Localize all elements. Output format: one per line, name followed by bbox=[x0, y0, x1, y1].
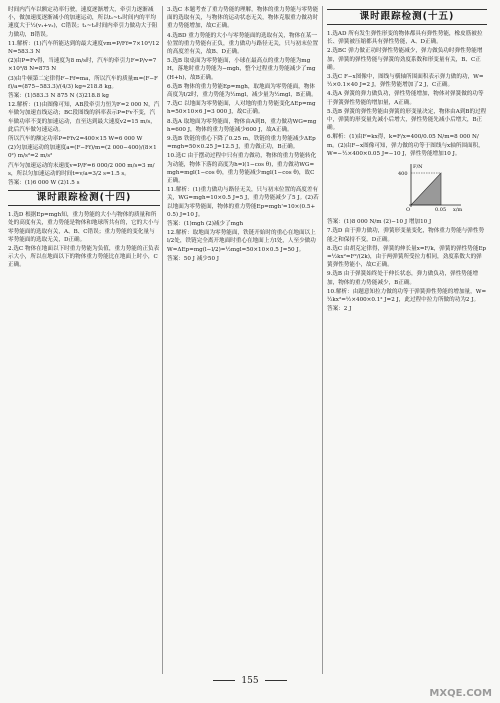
answer-paragraph: 10.解析：由题意知拉力做的功等于弹簧弹性势能的增加量，W=½kx²=½×400×0.1² J=2 J，此过程中拉力所做的功为2 J。 bbox=[327, 288, 487, 304]
column-right bbox=[327, 6, 487, 668]
answer-paragraph: 4.选BD 重力势能的大小与零势能面的选取有关，物体在某一位置的重力势能有正负，重力做功与路径无关，只与初末位置的高度差有关，故B、D正确。 bbox=[167, 32, 319, 56]
y-tick-label: 400 bbox=[398, 171, 408, 178]
answer-paragraph: (2)匀加速运动的加速度a=(F−Ff)/m=(2 000−400)/(8×10²) m/s²=2 m/s² bbox=[8, 145, 157, 160]
work-area bbox=[411, 173, 441, 205]
watermark: MXQE.COM bbox=[429, 688, 492, 699]
column-divider bbox=[322, 6, 323, 674]
answer-paragraph: 答案：50 J 减少50 J bbox=[167, 255, 220, 262]
answer-paragraph: 7.选C 以地面为零势能面，人对地的重力势能变化ΔEp=mgh=50×10×6 J=3 000 J，故C正确。 bbox=[167, 101, 316, 116]
answer-paragraph: 8.选A 取地面为零势能面，物体由A到B，重力做功WG=mgh=600 J，物体的重力势能减少600 J，故A正确。 bbox=[167, 118, 317, 133]
answer-paragraph: 汽车匀加速运动的末速度v=P/F=6 000/2 000 m/s=3 m/s，所以匀加速运动的时间t=v/a=3/2 s=1.5 s。 bbox=[8, 162, 155, 177]
answer-paragraph: (2)由P=Fv得，当速度为8 m/s时，汽车的牵引力F=P/v=7×10³/8 N=875 N bbox=[8, 58, 157, 73]
section-title: 课时跟踪检测(十四) bbox=[8, 190, 160, 206]
x-tick-label: 0.05 bbox=[435, 207, 447, 214]
answer-paragraph: 答案：2 J bbox=[327, 306, 352, 313]
answer-paragraph: 2.选BC 弹力做正功时弹性势能减少，弹力做负功时弹性势能增加，弹簧的弹性势能与弹簧的劲度系数和形变量有关，B、C正确。 bbox=[327, 48, 483, 71]
answer-paragraph: 11.解析：(1)重力做功与路径无关，只与初末位置的高度差有关，WG=mgh=10×0.5 J=5 J，重力势能减少了5 J。(2)若以地面为零势能面，物体的重力势能Ep=mgh'=10×(0.5+0.5) J=10 J。 bbox=[167, 187, 319, 218]
answer-paragraph: 4.选A 弹簧的弹力做负功，弹性势能增加，物体对弹簧做的功等于弹簧弹性势能的增加量，A正确。 bbox=[327, 91, 484, 106]
column-divider bbox=[162, 6, 163, 674]
answer-paragraph: 12.解析：取地面为零势能面，铁链开始时的重心在地面以上l/2处，铁链完全离开地面时重心在地面上方l处，人至少做功W=ΔEp=mg(l−l/2)=½mgl=50×10×0.5 J=50 J。 bbox=[167, 230, 316, 253]
force-displacement-graph bbox=[397, 161, 467, 213]
answer-paragraph: 2.选C 物体在地面以下时重力势能为负值，重力势能的正负表示大小，所以在地面以下的物体重力势能比在地面上时小，C正确。 bbox=[8, 246, 160, 269]
answer-paragraph: 答案：(1)8 000 N/m (2)−10 J 增加10 J bbox=[327, 219, 432, 226]
answer-paragraph: 所以汽车的额定功率P=Ffv2=400×15 W=6 000 W bbox=[8, 136, 143, 143]
column-middle bbox=[167, 6, 319, 668]
section-title: 课时跟踪检测(十五) bbox=[327, 9, 487, 25]
answer-paragraph: 11.解析：(1)汽车所能达到的最大速度vm=P/Ff=7×10³/12 N=583.3 N bbox=[8, 40, 160, 56]
answer-paragraph: 答案：(1)mgh (2)减少了mgh bbox=[167, 221, 244, 228]
answer-paragraph: 10.选C 由于摆动过程中只有重力做功，物体的重力势能转化为动能，物体下落的高度为h=l(1−cos θ)，重力做功WG=mgh=mgl(1−cos θ)，重力势能减少mgl(1−cos θ)，故C正确。 bbox=[167, 153, 317, 185]
answer-paragraph: 9.选B 由于弹簧始终处于伸长状态，弹力做负功，弹性势能增加，物体的重力势能减少，B正确。 bbox=[327, 271, 479, 286]
answer-paragraph: 6.选B 物体的重力势能Ep=mgh，取地面为零势能面，物体高度为l/2时，重力势能为½mgl，减少量为½mgl，B正确。 bbox=[167, 83, 317, 99]
x-axis-label: x/m bbox=[453, 207, 463, 214]
answer-paragraph: 7.选D 由于弹力做功，弹簧形变量变化，物体重力势能与弹性势能之和保持不变，D正确。 bbox=[327, 228, 485, 243]
y-axis-label: F/N bbox=[413, 164, 423, 171]
page-number: 155 bbox=[241, 676, 259, 686]
answer-paragraph: 5.选B 取桌面为零势能面，小球在最高点的重力势能为mgH，落地时重力势能为−mgh，整个过程重力势能减少了mg(H+h)，故B正确。 bbox=[167, 58, 316, 81]
answer-paragraph: 5.选B 弹簧的弹性势能由弹簧的形变量决定，物体由A到B的过程中，弹簧的形变量先减小后增大，弹性势能先减小后增大，B正确。 bbox=[327, 108, 487, 132]
answer-paragraph: 答案：(1)583.3 N 875 N (3)218.8 kg bbox=[8, 93, 109, 100]
answer-paragraph: 6.解析：(1)由F=kx得，k=F/x=400/0.05 N/m=8 000 N/m。(2)由F−x图像可知，弹力做的功等于图线与x轴所围面积，W=−½×400×0.05 J=−10 J，弹性势能增加10 J。 bbox=[327, 134, 484, 157]
page-footer bbox=[0, 676, 500, 686]
column-left bbox=[8, 6, 160, 668]
answer-paragraph: 3.选C F−x图像中，图线与横轴所围面积表示弹力做的功，W=½×0.1×40 J=2 J，弹性势能增加了2 J，C正确。 bbox=[327, 74, 484, 89]
answer-paragraph: 时间内汽车以额定功率行驶，速度逐渐增大，牵引力逐渐减小，做加速度逐渐减小的加速运动，所以t₁~t₂时间内的平均速度大于½(v₁+v₂)，C错误；t₁~t₂时间内牵引力做功大于阻力做功，B错误。 bbox=[8, 7, 158, 38]
answer-paragraph: 1.选AD 所有发生弹性形变的物体都具有弹性势能，橡皮筋被拉长、弹簧被压缩都具有弹性势能，A、D正确。 bbox=[327, 31, 483, 46]
answer-paragraph: 1.选D 根据Ep=mgh知，重力势能的大小与物体的质量和所处的高度有关，重力势能是物体和地球所共有的，它的大小与零势能面的选取有关，A、B、C错误；重力势能的变化量与零势能面的选取无关，D正确。 bbox=[8, 212, 160, 243]
answer-paragraph: 答案：(1)6 000 W (2)1.5 s bbox=[8, 180, 80, 187]
answer-paragraph: (3)由牛顿第二定律得F−Ff=ma，所以汽车的质量m=(F−Ff)/a=(875−583.3)/(4/3) kg≈218.8 kg。 bbox=[8, 75, 158, 90]
answer-paragraph: 3.选C 本题考查了重力势能的理解，物体的重力势能与零势能面的选取有关，与物体的运动状态无关，物体克服重力做功时重力势能增加，故C正确。 bbox=[167, 7, 319, 30]
answer-paragraph: 8.选C 由胡克定律得，弹簧的伸长量x=F/k，弹簧的弹性势能Ep=½kx²=F²/(2k)，由于两弹簧所受拉力相同，劲度系数大的弹簧弹性势能小，故C正确。 bbox=[327, 245, 487, 269]
answer-paragraph: 12.解析：(1)由图像可知，AB段牵引力恒为F=2 000 N，汽车做匀加速直线运动；BC段图线的斜率表示P=Fv不变，汽车做功率不变的加速运动，直至达到最大速度v2=15 m/s，此后汽车做匀速运动。 bbox=[8, 102, 160, 133]
answer-paragraph: 9.选B 铁链的重心下降了0.25 m，铁链的重力势能减少ΔEp=mgh=50×0.25 J=12.5 J，重力做正功，B正确。 bbox=[167, 136, 316, 151]
origin-label: O bbox=[406, 207, 411, 214]
